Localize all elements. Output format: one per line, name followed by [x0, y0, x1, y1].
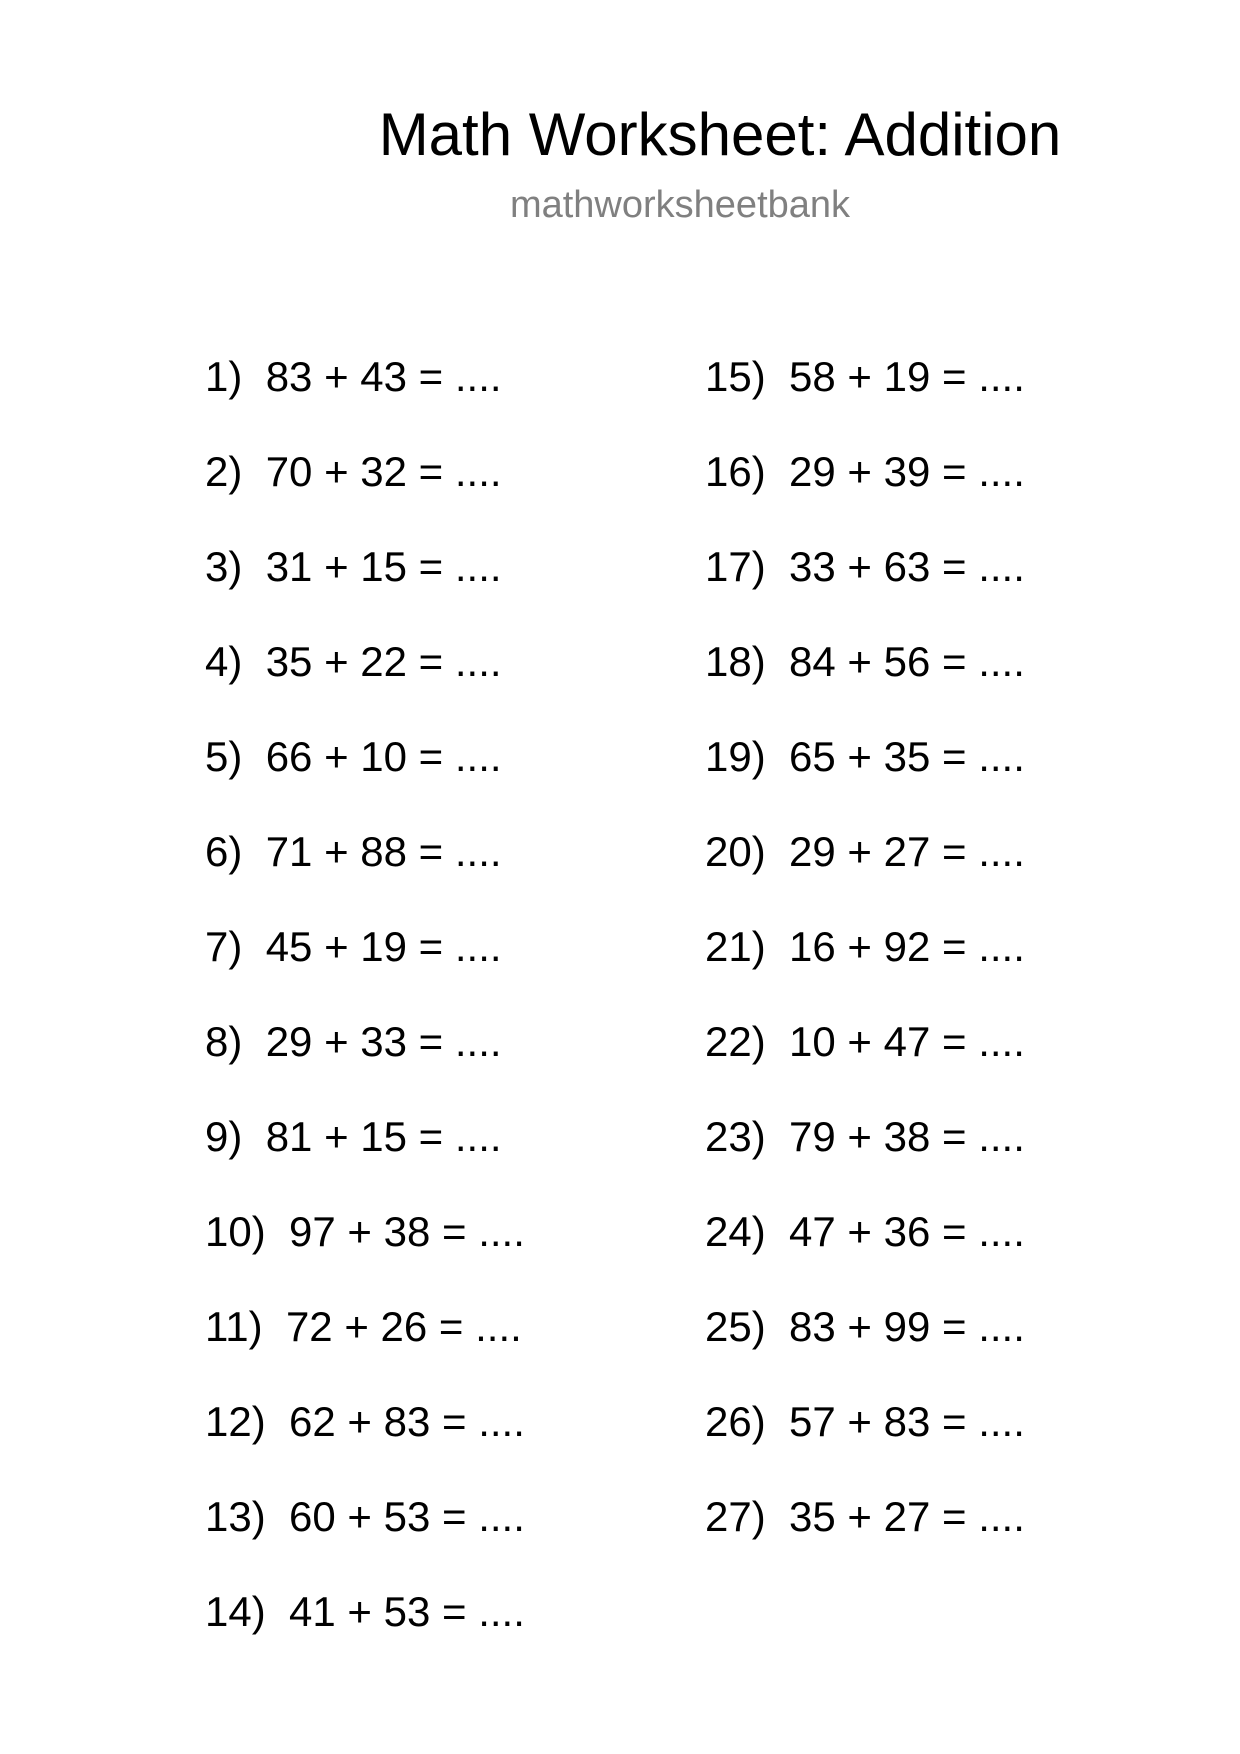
- problem-expression: 29 + 39 = ....: [789, 448, 1025, 495]
- problem-item: [705, 1374, 1025, 1469]
- problem-item: [205, 614, 525, 709]
- problem-number: 13): [205, 1493, 266, 1540]
- problem-expression: 29 + 27 = ....: [789, 828, 1025, 875]
- problem-number: 5): [205, 733, 243, 780]
- problem-item: [205, 994, 525, 1089]
- worksheet-source: mathworksheetbank: [509, 184, 851, 226]
- problem-item: [205, 709, 525, 804]
- problem-item: [205, 329, 525, 424]
- problem-expression: 72 + 26 = ....: [285, 1303, 522, 1350]
- problem-item: [205, 1184, 525, 1279]
- problem-number: 16): [705, 448, 766, 495]
- problem-expression: 97 + 38 = ....: [289, 1208, 525, 1255]
- problem-expression: 62 + 83 = ....: [289, 1398, 525, 1445]
- problem-item: [705, 1469, 1025, 1564]
- problem-number: 21): [705, 923, 766, 970]
- problem-expression: 65 + 35 = ....: [789, 733, 1025, 780]
- problem-expression: 71 + 88 = ....: [265, 828, 502, 875]
- problem-number: 22): [705, 1018, 766, 1065]
- problem-item: [205, 804, 525, 899]
- problem-item: [205, 424, 525, 519]
- problem-number: 18): [705, 638, 766, 685]
- problem-expression: 60 + 53 = ....: [289, 1493, 525, 1540]
- problem-number: 19): [705, 733, 766, 780]
- problem-expression: 47 + 36 = ....: [789, 1208, 1025, 1255]
- problem-number: 26): [705, 1398, 766, 1445]
- problem-number: 23): [705, 1113, 766, 1160]
- problem-item: [205, 1564, 525, 1659]
- problem-expression: 16 + 92 = ....: [789, 923, 1025, 970]
- problem-expression: 41 + 53 = ....: [289, 1588, 525, 1635]
- problem-number: 8): [205, 1018, 243, 1065]
- problem-number: 12): [205, 1398, 266, 1445]
- problem-number: 2): [205, 448, 243, 495]
- problem-item: [205, 1374, 525, 1469]
- problem-expression: 66 + 10 = ....: [265, 733, 502, 780]
- problem-number: 1): [205, 353, 243, 400]
- problem-number: 27): [705, 1493, 766, 1540]
- problem-item: [705, 614, 1025, 709]
- problem-number: 17): [705, 543, 766, 590]
- problem-item: [205, 519, 525, 614]
- problem-item: [705, 804, 1025, 899]
- problem-item: [705, 424, 1025, 519]
- problem-number: 14): [205, 1588, 266, 1635]
- problem-expression: 29 + 33 = ....: [265, 1018, 502, 1065]
- problem-item: [205, 1469, 525, 1564]
- problem-number: 10): [205, 1208, 266, 1255]
- problem-item: [205, 899, 525, 994]
- problem-expression: 79 + 38 = ....: [789, 1113, 1025, 1160]
- problem-item: [705, 994, 1025, 1089]
- problem-expression: 84 + 56 = ....: [789, 638, 1025, 685]
- problems-column-left: [205, 329, 525, 1659]
- problem-expression: 81 + 15 = ....: [265, 1113, 502, 1160]
- problem-expression: 45 + 19 = ....: [265, 923, 502, 970]
- problem-expression: 70 + 32 = ....: [265, 448, 502, 495]
- problem-item: [705, 899, 1025, 994]
- problem-expression: 35 + 27 = ....: [789, 1493, 1025, 1540]
- problem-expression: 83 + 99 = ....: [789, 1303, 1025, 1350]
- problem-number: 11): [205, 1303, 263, 1350]
- problem-number: 25): [705, 1303, 766, 1350]
- problem-item: [705, 1089, 1025, 1184]
- problem-number: 20): [705, 828, 766, 875]
- problem-item: [705, 519, 1025, 614]
- problem-expression: 58 + 19 = ....: [789, 353, 1025, 400]
- problems-column-right: [705, 329, 1025, 1564]
- problem-expression: 10 + 47 = ....: [789, 1018, 1025, 1065]
- problem-expression: 33 + 63 = ....: [789, 543, 1025, 590]
- problem-item: [705, 329, 1025, 424]
- problem-number: 3): [205, 543, 243, 590]
- worksheet-title: Math Worksheet: Addition: [378, 101, 1062, 168]
- problem-item: [205, 1279, 525, 1374]
- problem-expression: 83 + 43 = ....: [265, 353, 502, 400]
- problem-number: 9): [205, 1113, 243, 1160]
- problem-number: 15): [705, 353, 766, 400]
- problem-number: 4): [205, 638, 243, 685]
- problem-expression: 57 + 83 = ....: [789, 1398, 1025, 1445]
- problem-item: [705, 709, 1025, 804]
- problem-number: 7): [205, 923, 243, 970]
- problem-item: [205, 1089, 525, 1184]
- problem-number: 6): [205, 828, 243, 875]
- problem-expression: 31 + 15 = ....: [265, 543, 502, 590]
- problem-item: [705, 1184, 1025, 1279]
- problem-number: 24): [705, 1208, 766, 1255]
- problem-item: [705, 1279, 1025, 1374]
- problem-expression: 35 + 22 = ....: [265, 638, 502, 685]
